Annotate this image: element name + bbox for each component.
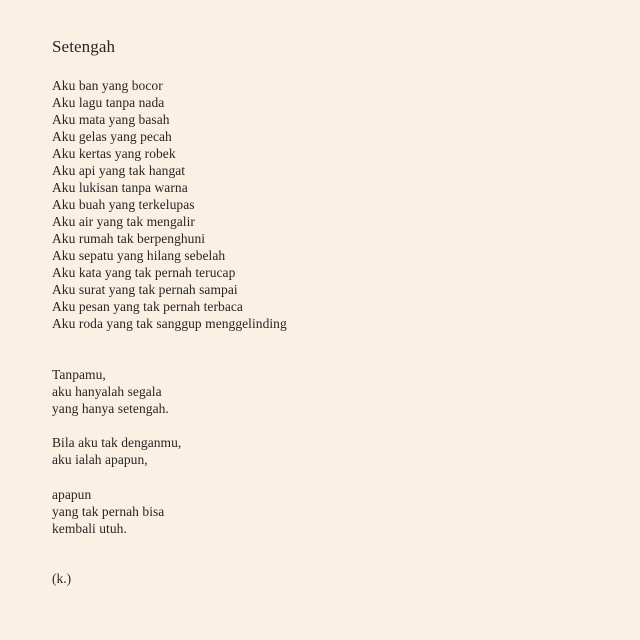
poem-line: Aku roda yang tak sanggup menggelinding (52, 316, 287, 331)
stanza-3 (52, 434, 181, 468)
stanza-2 (52, 366, 169, 417)
poem-line: Aku kertas yang robek (52, 146, 176, 161)
poem-line: Aku mata yang basah (52, 112, 170, 127)
poem-signature: (k.) (52, 571, 72, 586)
poem-line: Tanpamu, (52, 367, 106, 382)
poem-line: Aku pesan yang tak pernah terbaca (52, 299, 243, 314)
poem-line: Aku sepatu yang hilang sebelah (52, 248, 226, 263)
poem-line: aku ialah apapun, (52, 452, 148, 467)
poem-line: aku hanyalah segala (52, 384, 162, 399)
poem-line: kembali utuh. (52, 521, 127, 536)
poem-line: apapun (52, 487, 92, 502)
poem-title: Setengah (52, 37, 116, 56)
poem-line: Aku air yang tak mengalir (52, 214, 195, 229)
poem-line: Aku kata yang tak pernah terucap (52, 265, 236, 280)
poem-line: Aku buah yang terkelupas (52, 197, 195, 212)
poem-line: Aku gelas yang pecah (52, 129, 172, 144)
poem-line: yang tak pernah bisa (52, 504, 165, 519)
stanza-1 (52, 77, 287, 332)
poem-line: yang hanya setengah. (52, 401, 169, 416)
poem-line: Aku surat yang tak pernah sampai (52, 282, 238, 297)
stanza-4 (52, 486, 164, 537)
poem-line: Aku ban yang bocor (52, 78, 163, 93)
poem-line: Aku lagu tanpa nada (52, 95, 165, 110)
poem-line: Aku lukisan tanpa warna (52, 180, 188, 195)
poem-line: Bila aku tak denganmu, (52, 435, 182, 450)
poem-line: Aku rumah tak berpenghuni (52, 231, 206, 246)
poem-line: Aku api yang tak hangat (52, 163, 186, 178)
